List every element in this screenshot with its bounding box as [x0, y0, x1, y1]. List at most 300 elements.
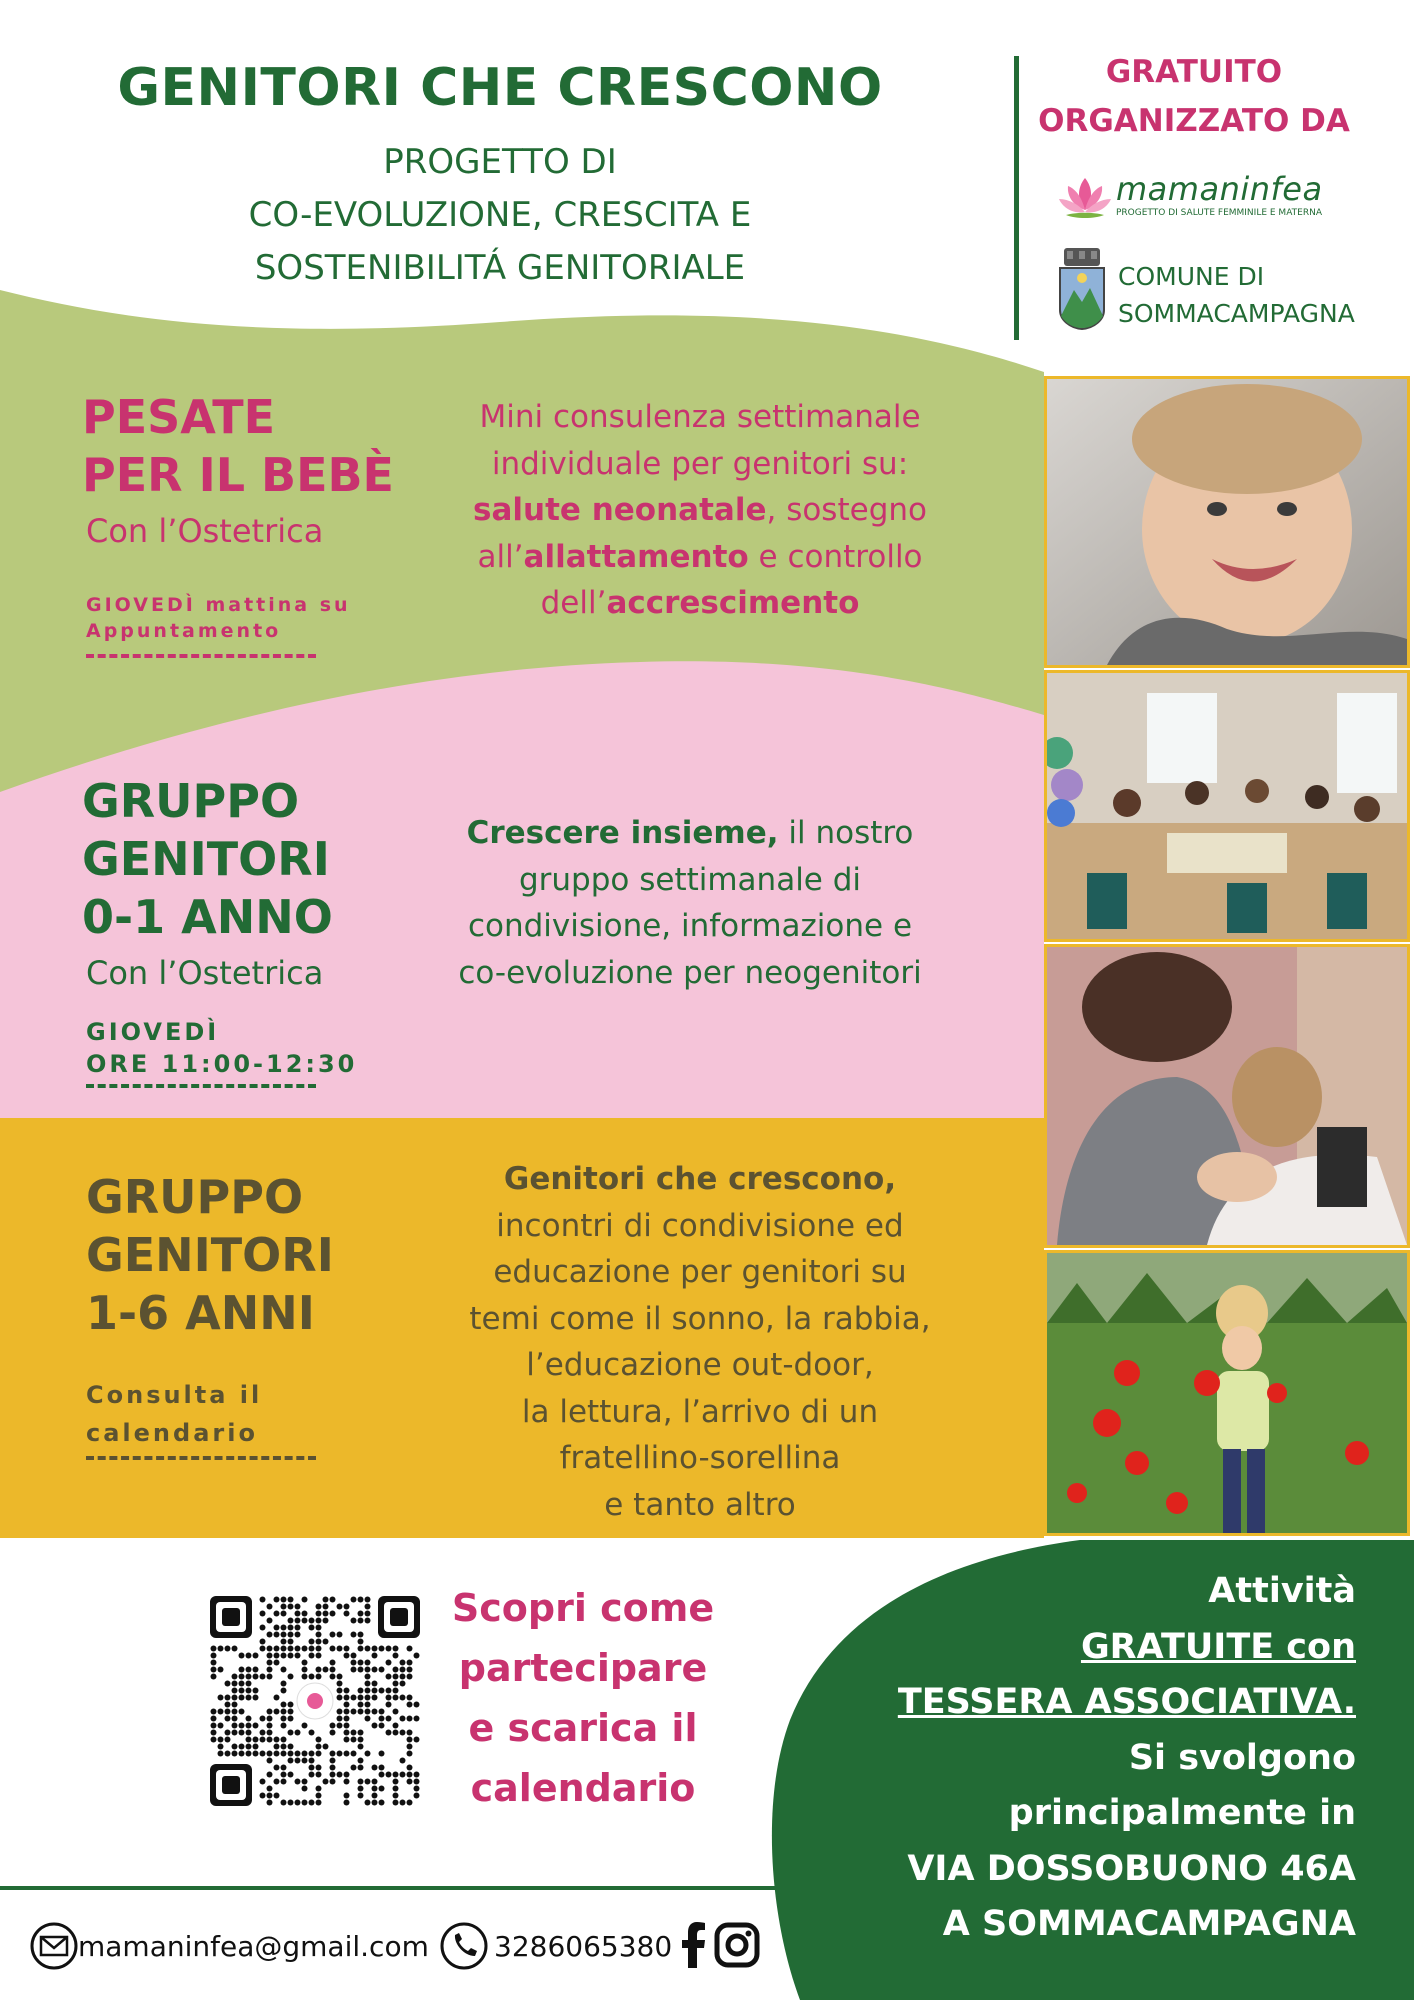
qr-module [211, 1653, 217, 1659]
desc-line: la lettura, l’arrivo di un [521, 1393, 879, 1430]
qr-module [372, 1723, 378, 1729]
qr-module [365, 1674, 371, 1680]
qr-module [372, 1695, 378, 1701]
qr-module [260, 1639, 266, 1645]
section-1-title [82, 388, 394, 504]
qr-module [316, 1772, 322, 1778]
qr-module [379, 1688, 385, 1694]
cta-line: Scopri come [451, 1586, 715, 1630]
qr-module [267, 1660, 273, 1666]
qr-module [281, 1800, 287, 1806]
qr-module [330, 1758, 336, 1764]
qr-module [295, 1653, 301, 1659]
qr-module [267, 1667, 273, 1673]
qr-module [316, 1751, 322, 1757]
qr-module [295, 1800, 301, 1806]
qr-module [344, 1604, 350, 1610]
qr-module [358, 1702, 364, 1708]
qr-module [246, 1723, 252, 1729]
qr-module [365, 1702, 371, 1708]
qr-module [260, 1730, 266, 1736]
qr-module [281, 1702, 287, 1708]
qr-module [267, 1793, 273, 1799]
email-icon [30, 1922, 78, 1970]
qr-module [379, 1646, 385, 1652]
qr-module [386, 1674, 392, 1680]
qr-module [274, 1744, 280, 1750]
group-photo-art [1047, 673, 1407, 939]
qr-module [407, 1695, 413, 1701]
email-contact[interactable] [30, 1920, 429, 1972]
qr-module [407, 1660, 413, 1666]
qr-module [351, 1653, 357, 1659]
qr-module [225, 1716, 231, 1722]
qr-module [351, 1765, 357, 1771]
qr-module [407, 1674, 413, 1680]
desc-line: e tanto altro [604, 1486, 796, 1523]
qr-module [407, 1716, 413, 1722]
section-1-dashes [86, 654, 316, 658]
qr-module [323, 1667, 329, 1673]
qr-module [358, 1779, 364, 1785]
logo-tagline: PROGETTO DI SALUTE FEMMINILE E MATERNA [1116, 208, 1322, 218]
qr-module [365, 1618, 371, 1624]
qr-module [365, 1611, 371, 1617]
qr-module [239, 1723, 245, 1729]
qr-module [351, 1695, 357, 1701]
qr-module [365, 1667, 371, 1673]
qr-module [218, 1695, 224, 1701]
qr-module [267, 1737, 273, 1743]
qr-module [281, 1625, 287, 1631]
qr-module [295, 1625, 301, 1631]
qr-module [288, 1653, 294, 1659]
qr-module [281, 1681, 287, 1687]
qr-module [211, 1716, 217, 1722]
qr-module [267, 1751, 273, 1757]
qr-module [330, 1597, 336, 1603]
qr-module [211, 1730, 217, 1736]
qr-module [316, 1604, 322, 1610]
baby-photo-art [1047, 379, 1407, 665]
qr-module [232, 1681, 238, 1687]
instagram-icon[interactable] [714, 1922, 760, 1968]
qr-module [295, 1751, 301, 1757]
qr-module [225, 1646, 231, 1652]
qr-module [323, 1604, 329, 1610]
qr-module [232, 1744, 238, 1750]
qr-module [281, 1765, 287, 1771]
qr-module [400, 1660, 406, 1666]
qr-module [323, 1618, 329, 1624]
phone-icon [440, 1922, 488, 1970]
qr-module [253, 1744, 259, 1750]
qr-module [358, 1695, 364, 1701]
facebook-icon[interactable] [682, 1922, 706, 1968]
qr-module [330, 1632, 336, 1638]
qr-module [400, 1730, 406, 1736]
qr-module [267, 1758, 273, 1764]
qr-module [309, 1618, 315, 1624]
qr-module [337, 1632, 343, 1638]
baby-photo [1044, 376, 1410, 668]
qr-module [288, 1625, 294, 1631]
qr-module [302, 1779, 308, 1785]
qr-module [330, 1674, 336, 1680]
info-line: principalmente in [1008, 1793, 1356, 1833]
qr-module [211, 1660, 217, 1666]
qr-module [253, 1695, 259, 1701]
qr-module [302, 1618, 308, 1624]
qr-module [400, 1667, 406, 1673]
qr-module [232, 1751, 238, 1757]
qr-module [323, 1611, 329, 1617]
qr-module [344, 1779, 350, 1785]
free-label: GRATUITO [1105, 54, 1283, 90]
qr-module [379, 1800, 385, 1806]
qr-module [274, 1779, 280, 1785]
qr-module [386, 1660, 392, 1666]
qr-module [260, 1716, 266, 1722]
qr-module [302, 1667, 308, 1673]
qr-module [260, 1674, 266, 1680]
qr-module [281, 1611, 287, 1617]
qr-module [246, 1688, 252, 1694]
qr-module [232, 1702, 238, 1708]
qr-module [386, 1716, 392, 1722]
qr-module [344, 1688, 350, 1694]
qr-module [309, 1772, 315, 1778]
section-2-subtitle: Con l’Ostetrica [86, 954, 324, 992]
qr-module [302, 1758, 308, 1764]
qr-module [316, 1625, 322, 1631]
desc-line: gruppo settimanale di [518, 861, 862, 898]
qr-module [337, 1674, 343, 1680]
qr-module [400, 1695, 406, 1701]
comune-line: SOMMACAMPAGNA [1118, 299, 1355, 328]
qr-module [267, 1646, 273, 1652]
qr-module [260, 1611, 266, 1617]
qr-module [281, 1772, 287, 1778]
qr-module [358, 1744, 364, 1750]
qr-module [246, 1716, 252, 1722]
desc-line: temi come il sonno, la rabbia, [469, 1300, 931, 1337]
lotus-icon [1058, 174, 1112, 220]
qr-module [323, 1639, 329, 1645]
qr-module [393, 1646, 399, 1652]
qr-module [316, 1765, 322, 1771]
qr-module [372, 1709, 378, 1715]
qr-module [330, 1660, 336, 1666]
qr-module [267, 1709, 273, 1715]
child-poppies-photo-art [1047, 1253, 1407, 1533]
desc-line [430, 1156, 970, 1203]
qr-module [274, 1765, 280, 1771]
qr-module [246, 1744, 252, 1750]
qr-module [288, 1646, 294, 1652]
qr-module [372, 1779, 378, 1785]
qr-module [372, 1765, 378, 1771]
qr-module [281, 1632, 287, 1638]
qr-module [267, 1674, 273, 1680]
qr-module [344, 1772, 350, 1778]
qr-module [288, 1604, 294, 1610]
qr-module [393, 1800, 399, 1806]
qr-module [225, 1702, 231, 1708]
qr-module [274, 1646, 280, 1652]
phone-contact[interactable] [440, 1920, 672, 1972]
qr-module [351, 1730, 357, 1736]
desc-bold: salute neonatale [473, 492, 767, 528]
section-3-title [86, 1168, 334, 1342]
qr-module [288, 1674, 294, 1680]
desc-line [440, 487, 960, 534]
title-line: 1-6 ANNI [86, 1286, 315, 1340]
qr-module [211, 1723, 217, 1729]
desc-bold: Genitori che crescono, [503, 1161, 897, 1197]
qr-module [393, 1653, 399, 1659]
qr-module [337, 1751, 343, 1757]
phone-number[interactable]: 3286065380 [494, 1929, 673, 1963]
qr-module [274, 1793, 280, 1799]
qr-module [253, 1674, 259, 1680]
qr-module [309, 1646, 315, 1652]
subtitle-line: PROGETTO DI [383, 142, 617, 182]
qr-module [295, 1758, 301, 1764]
qr-module [407, 1751, 413, 1757]
qr-module [239, 1674, 245, 1680]
qr-module [330, 1723, 336, 1729]
qr-module [344, 1793, 350, 1799]
qr-module [358, 1639, 364, 1645]
qr-module [253, 1737, 259, 1743]
qr-module [260, 1737, 266, 1743]
section-2-description [430, 810, 950, 996]
schedule-line: GIOVEDÌ mattina su [86, 594, 351, 616]
qr-module [400, 1716, 406, 1722]
qr-module [337, 1723, 343, 1729]
qr-module [246, 1737, 252, 1743]
qr-module [218, 1751, 224, 1757]
qr-module [351, 1667, 357, 1673]
qr-module [407, 1765, 413, 1771]
qr-module [407, 1646, 413, 1652]
qr-module [379, 1772, 385, 1778]
qr-module [288, 1730, 294, 1736]
qr-module [253, 1688, 259, 1694]
qr-module [211, 1646, 217, 1652]
title-line: GENITORI [82, 832, 330, 886]
qr-module [330, 1772, 336, 1778]
qr-module [316, 1646, 322, 1652]
qr-module [323, 1779, 329, 1785]
qr-module [218, 1709, 224, 1715]
qr-module [393, 1779, 399, 1785]
qr-module [246, 1681, 252, 1687]
main-title: GENITORI CHE CRESCONO [117, 58, 883, 118]
qr-module [288, 1800, 294, 1806]
qr-module [309, 1625, 315, 1631]
qr-module [295, 1779, 301, 1785]
mother-child-photo-art [1047, 947, 1407, 1245]
qr-module [253, 1653, 259, 1659]
schedule-line: calendario [86, 1419, 258, 1447]
qr-module [274, 1751, 280, 1757]
qr-module [393, 1793, 399, 1799]
qr-module [302, 1660, 308, 1666]
qr-module [267, 1632, 273, 1638]
qr-module [386, 1702, 392, 1708]
qr-module [351, 1709, 357, 1715]
qr-module [267, 1800, 273, 1806]
qr-module [365, 1604, 371, 1610]
qr-module [365, 1646, 371, 1652]
qr-module [337, 1688, 343, 1694]
qr-module [253, 1723, 259, 1729]
info-text [820, 1564, 1356, 1953]
qr-module [358, 1646, 364, 1652]
qr-module [274, 1611, 280, 1617]
qr-module [351, 1618, 357, 1624]
qr-module [344, 1646, 350, 1652]
qr-module [281, 1639, 287, 1645]
qr-module [379, 1765, 385, 1771]
qr-module [232, 1709, 238, 1715]
qr-module [302, 1786, 308, 1792]
qr-module [358, 1786, 364, 1792]
qr-module [309, 1751, 315, 1757]
qr-module [239, 1730, 245, 1736]
qr-module [372, 1681, 378, 1687]
qr-module [400, 1674, 406, 1680]
qr-module [337, 1709, 343, 1715]
qr-module [302, 1597, 308, 1603]
desc-line: individuale per genitori su: [491, 445, 909, 482]
qr-module [358, 1730, 364, 1736]
qr-module [351, 1660, 357, 1666]
qr-module [295, 1604, 301, 1610]
qr-module [232, 1695, 238, 1701]
qr-module [260, 1597, 266, 1603]
qr-module [281, 1779, 287, 1785]
qr-module [309, 1800, 315, 1806]
qr-module [267, 1772, 273, 1778]
qr-module [407, 1730, 413, 1736]
qr-module [386, 1695, 392, 1701]
qr-module [281, 1667, 287, 1673]
qr-module [288, 1618, 294, 1624]
qr-module [302, 1646, 308, 1652]
qr-module [386, 1772, 392, 1778]
qr-module [232, 1723, 238, 1729]
section-3-dashes [86, 1456, 316, 1460]
qr-module [407, 1772, 413, 1778]
qr-module [302, 1674, 308, 1680]
organized-by-label: ORGANIZZATO DA [1038, 103, 1350, 139]
qr-module [330, 1667, 336, 1673]
qr-module [281, 1597, 287, 1603]
qr-module [344, 1723, 350, 1729]
desc-text: il nostro [778, 815, 914, 851]
qr-module [358, 1709, 364, 1715]
qr-module [225, 1709, 231, 1715]
info-line: TESSERA ASSOCIATIVA. [897, 1682, 1356, 1722]
qr-module [344, 1751, 350, 1757]
qr-module [337, 1681, 343, 1687]
qr-module [295, 1632, 301, 1638]
qr-module [393, 1786, 399, 1792]
qr-module [274, 1625, 280, 1631]
qr-module [267, 1786, 273, 1792]
desc-line: Mini consulenza settimanale [479, 399, 921, 435]
qr-module [274, 1660, 280, 1666]
qr-module [316, 1639, 322, 1645]
qr-module [274, 1653, 280, 1659]
qr-module [309, 1653, 315, 1659]
qr-module [316, 1737, 322, 1743]
qr-module [344, 1737, 350, 1743]
qr-module [407, 1779, 413, 1785]
qr-module [267, 1730, 273, 1736]
desc-line: incontri di condivisione ed [496, 1207, 904, 1244]
desc-text: e controllo [748, 538, 923, 575]
qr-module [393, 1688, 399, 1694]
desc-line: educazione per genitori su [493, 1254, 907, 1290]
email-address[interactable]: mamaninfea@gmail.com [78, 1929, 429, 1963]
qr-module [232, 1674, 238, 1680]
qr-module [351, 1751, 357, 1757]
qr-module [407, 1800, 413, 1806]
qr-module [316, 1786, 322, 1792]
qr-module [393, 1674, 399, 1680]
title-line: 0-1 ANNO [82, 890, 333, 944]
qr-module [239, 1688, 245, 1694]
qr-module [400, 1772, 406, 1778]
qr-module [358, 1611, 364, 1617]
qr-module [330, 1611, 336, 1617]
qr-module [407, 1744, 413, 1750]
schedule-line: GIOVEDÌ [86, 1018, 220, 1046]
desc-bold: allattamento [523, 538, 749, 575]
title-line: GENITORI [86, 1228, 334, 1282]
qr-module [309, 1758, 315, 1764]
qr-module [274, 1597, 280, 1603]
qr-module [337, 1646, 343, 1652]
subtitle-line: SOSTENIBILITÁ GENITORIALE [254, 248, 746, 288]
qr-module [274, 1709, 280, 1715]
qr-code[interactable] [210, 1596, 420, 1806]
qr-module [260, 1793, 266, 1799]
section-1-description [440, 394, 960, 627]
qr-module [393, 1709, 399, 1715]
section-1-schedule [86, 592, 351, 644]
qr-module [372, 1786, 378, 1792]
qr-module [351, 1597, 357, 1603]
cta-text [418, 1578, 748, 1818]
qr-module [316, 1632, 322, 1638]
qr-module [246, 1653, 252, 1659]
qr-module [372, 1793, 378, 1799]
qr-module [211, 1737, 217, 1743]
qr-module [372, 1667, 378, 1673]
qr-module [400, 1758, 406, 1764]
qr-module [358, 1793, 364, 1799]
qr-module [274, 1632, 280, 1638]
qr-module [232, 1716, 238, 1722]
qr-module [225, 1737, 231, 1743]
comune-line: COMUNE DI [1118, 262, 1265, 291]
qr-module [267, 1723, 273, 1729]
